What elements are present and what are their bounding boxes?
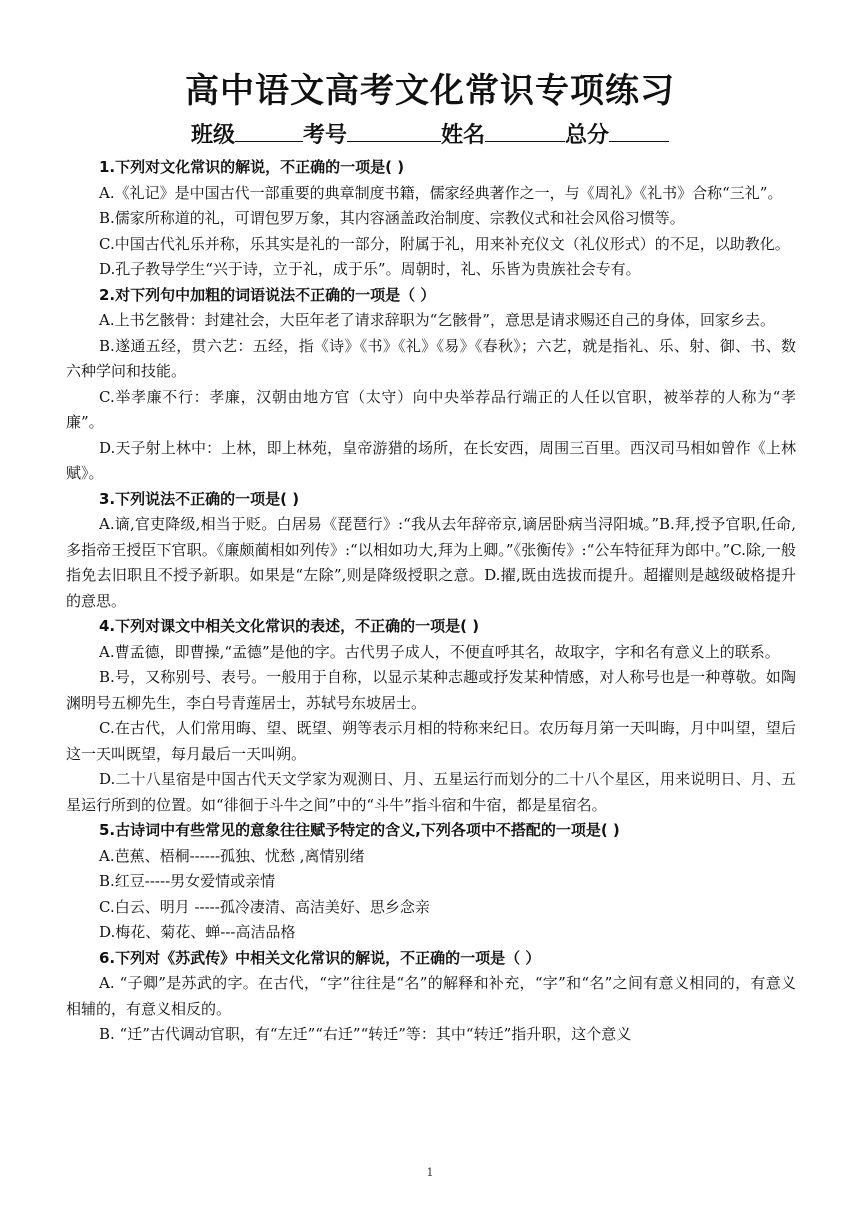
question-3 (66, 487, 796, 615)
option-b: B. “迁”古代调动官职，有“左迁”“右迁”“转迁”等：其中“转迁”指升职，这个意义 (99, 1025, 632, 1043)
option-c: C.中国古代礼乐并称，乐其实是礼的一部分，附属于礼，用来补充仪文（礼仪形式）的不足，以助教化。 (99, 234, 790, 253)
question-stem: 4.下列对课文中相关文化常识的表述，不正确的一项是( ) (99, 617, 480, 635)
class-label: 班级 (190, 123, 235, 148)
question-stem: 6.下列对《苏武传》中相关文化常识的解说，不正确的一项是（ ） (99, 948, 541, 967)
option-d: D.天子射上林中：上林，即上林苑，皇帝游猎的场所，在长安西，周围三百里。西汉司马相如曾作《上林赋》。 (66, 438, 796, 482)
option-a: A. “子卿”是苏武的字。在古代，“字”往往是“名”的解释和补充，“字”和“名”之间有意义相同的，有意义相辅的，有意义相反的。 (66, 974, 796, 1018)
option-b: B.遂通五经，贯六艺：五经，指《诗》《书》《礼》《易》《春秋》；六艺，就是指礼、乐、射、御、书、数六种学问和技能。 (66, 336, 796, 380)
option-a: A.上书乞骸骨：封建社会，大臣年老了请求辞职为“乞骸骨”，意思是请求赐还自己的身体，回家乡去。 (99, 311, 775, 329)
class-blank[interactable] (235, 117, 303, 142)
question-1 (66, 155, 796, 283)
option-d: D.二十八星宿是中国古代天文学家为观测日、月、五星运行而划分的二十八个星区，用来说明日、月、五星运行所到的位置。如“徘徊于斗牛之间”中的“斗牛”指斗宿和牛宿，都是星宿名。 (66, 770, 796, 814)
question-stem: 5.古诗词中有些常见的意象往往赋予特定的含义,下列各项中不搭配的一项是( ) (99, 821, 620, 839)
option-c: C.白云、明月 -----孤冷凄清、高洁美好、思乡念亲 (99, 897, 430, 916)
option-b: B.红豆-----男女爱情或亲情 (99, 872, 276, 890)
option-b: B.儒家所称道的礼，可谓包罗万象，其内容涵盖政治制度、宗教仪式和社会风俗习惯等。 (99, 209, 685, 227)
option-d: D.梅花、菊花、蝉---高洁品格 (99, 923, 296, 941)
exam-no-label: 考号 (302, 123, 347, 148)
question-stem: 3.下列说法不正确的一项是( ) (99, 489, 300, 508)
option-a: A.曹孟德，即曹操,“孟德”是他的字。古代男子成人，不便直呼其名，故取字，字和名有意义上的联系。 (99, 642, 780, 661)
question-4 (66, 614, 796, 818)
exam-no-blank[interactable] (347, 117, 441, 142)
question-6 (66, 946, 796, 1048)
score-label: 总分 (565, 123, 610, 148)
question-stem: 1.下列对文化常识的解说，不正确的一项是( ) (99, 158, 405, 176)
page-title: 高中语文高考文化常识专项练习 (185, 71, 675, 111)
student-info-line (0, 117, 860, 153)
option-d: D.孔子教导学生“兴于诗，立于礼，成于乐”。周朝时，礼、乐皆为贵族社会专有。 (99, 260, 641, 278)
option-c: C.在古代，人们常用晦、望、既望、朔等表示月相的特称来纪日。农历每月第一天叫晦，月中叫望，望后这一天叫既望，每月最后一天叫朔。 (66, 719, 796, 763)
option-paragraph: A.谪,官吏降级,相当于贬。白居易《琵琶行》:“我从去年辞帝京,谪居卧病当浔阳城。”B.拜,授予官职,任命,多指帝王授臣下官职。《廉颇蔺相如列传》:“以相如功大,拜为上卿。”《张衡传》:“公车特征拜为郎中。”C.除,一般指免去旧职且不授予新职。如果是“左除”,则是降级授职之意。D.擢,既由选拔而提升。超擢则是越级破格提升的意思。 (66, 515, 796, 610)
score-blank[interactable] (609, 117, 669, 142)
name-blank[interactable] (485, 117, 565, 142)
option-b: B.号，又称别号、表号。一般用于自称，以显示某种志趣或抒发某种情感，对人称号也是一种尊敬。如陶渊明号五柳先生，李白号青莲居士，苏轼号东坡居士。 (66, 668, 796, 712)
name-label: 姓名 (441, 123, 486, 148)
page-number: 1 (426, 1166, 434, 1179)
option-a: A.芭蕉、梧桐------孤独、忧愁 ,离情别绪 (99, 846, 365, 865)
option-a: A.《礼记》是中国古代一部重要的典章制度书籍，儒家经典著作之一，与《周礼》《礼书》合称“三礼”。 (99, 183, 783, 202)
option-c: C.举孝廉不行：孝廉，汉朝由地方官（太守）向中央举荐品行端正的人任以官职，被举荐的人称为“孝廉”。 (66, 387, 796, 431)
question-2 (66, 283, 796, 487)
question-stem: 2.对下列句中加粗的词语说法不正确的一项是（ ） (99, 285, 436, 304)
question-list (66, 155, 796, 1048)
question-5 (66, 818, 796, 946)
